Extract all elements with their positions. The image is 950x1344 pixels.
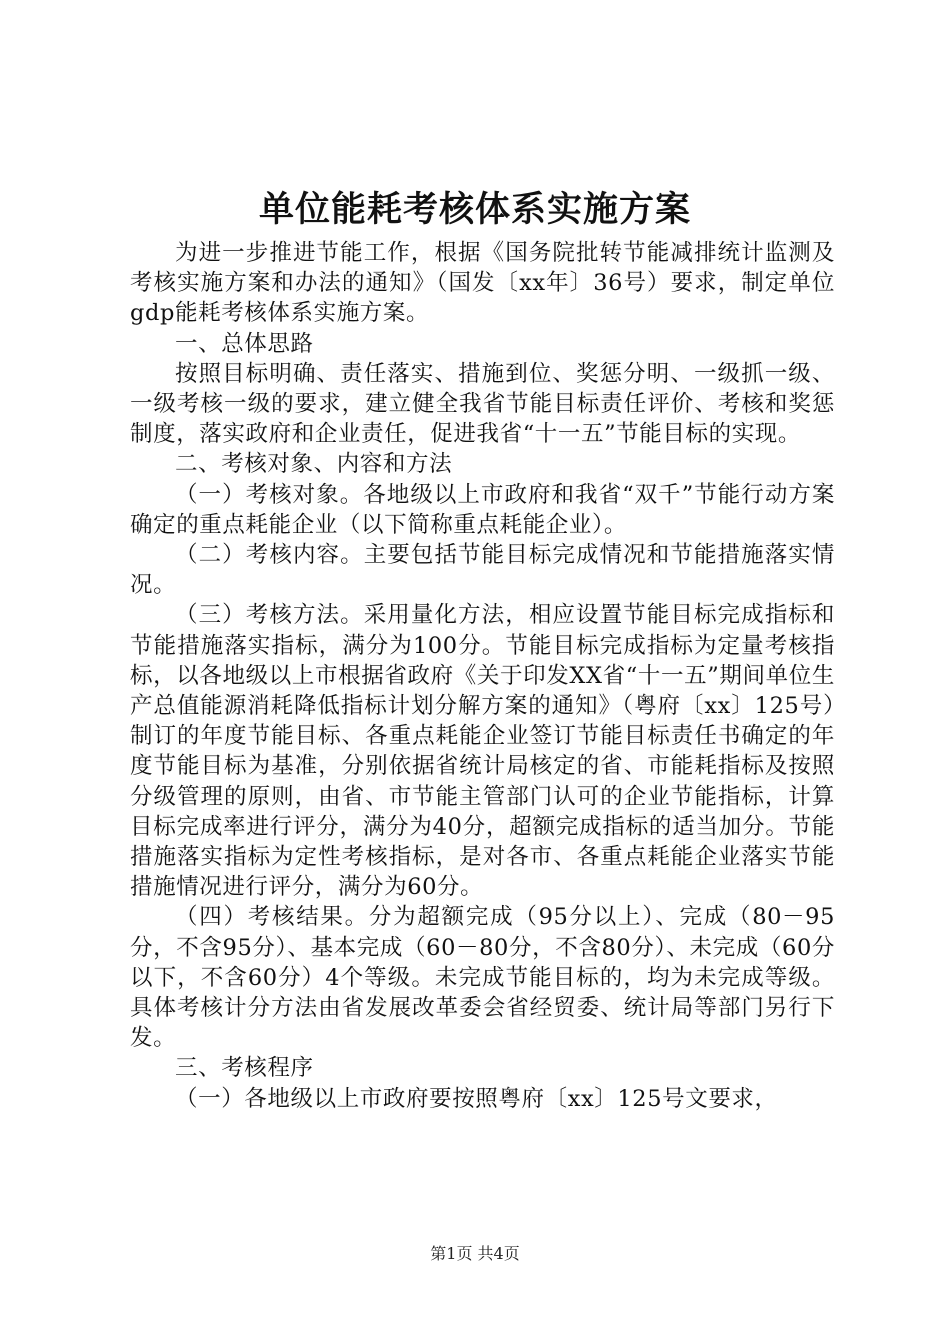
paragraph-results: （四）考核结果。分为超额完成（95分以上）、完成（80－95分，不含95分）、基本完成（60－80分，不含80分）、未完成（60分以下，不含60分）4个等级。未完成节能目标的，均为未完成等级。具体考核计分方法由省发展改革委会省经贸委、统计局等部门另行下发。 bbox=[130, 904, 835, 1052]
paragraph-method: （三）考核方法。采用量化方法，相应设置节能目标完成指标和节能措施落实指标，满分为100分。节能目标完成指标为定量考核指标，以各地级以上市根据省政府《关于印发XX省“十一五”期间单位生产总值能源消耗降低指标计划分解方案的通知》（粤府〔xx〕125号）制订的年度节能目标、各重点耗能企业签订节能目标责任书确定的年度节能目标为基准，分别依据省统计局核定的省、市能耗指标及按照分级管理的原则，由省、市节能主管部门认可的企业节能指标，计算目标完成率进行评分，满分为40分，超额完成指标的适当加分。节能措施落实指标为定性考核指标，是对各市、各重点耗能企业落实节能措施情况进行评分，满分为60分。 bbox=[130, 602, 835, 901]
document-title: 单位能耗考核体系实施方案 bbox=[258, 189, 691, 230]
paragraph-approach: 按照目标明确、责任落实、措施到位、奖惩分明、一级抓一级、一级考核一级的要求，建立健全我省节能目标责任评价、考核和奖惩制度，落实政府和企业责任，促进我省“十一五”节能目标的实现。 bbox=[130, 360, 835, 448]
paragraph-targets: （一）考核对象。各地级以上市政府和我省“双千”节能行动方案确定的重点耗能企业（以下简称重点耗能企业）。 bbox=[130, 481, 835, 538]
section-heading-2: 二、考核对象、内容和方法 bbox=[175, 451, 453, 478]
paragraph-content: （二）考核内容。主要包括节能目标完成情况和节能措施落实情况。 bbox=[130, 542, 835, 599]
document-body bbox=[130, 238, 835, 1114]
paragraph-intro: 为进一步推进节能工作，根据《国务院批转节能减排统计监测及考核实施方案和办法的通知》（国发〔xx年〕36号）要求，制定单位gdp能耗考核体系实施方案。 bbox=[130, 240, 835, 327]
paragraph-procedure-1: （一）各地级以上市政府要按照粤府〔xx〕125号文要求， bbox=[175, 1085, 778, 1112]
page-footer: 第1页 共4页 bbox=[430, 1244, 520, 1263]
section-heading-3: 三、考核程序 bbox=[175, 1055, 314, 1082]
section-heading-1: 一、总体思路 bbox=[175, 330, 314, 357]
